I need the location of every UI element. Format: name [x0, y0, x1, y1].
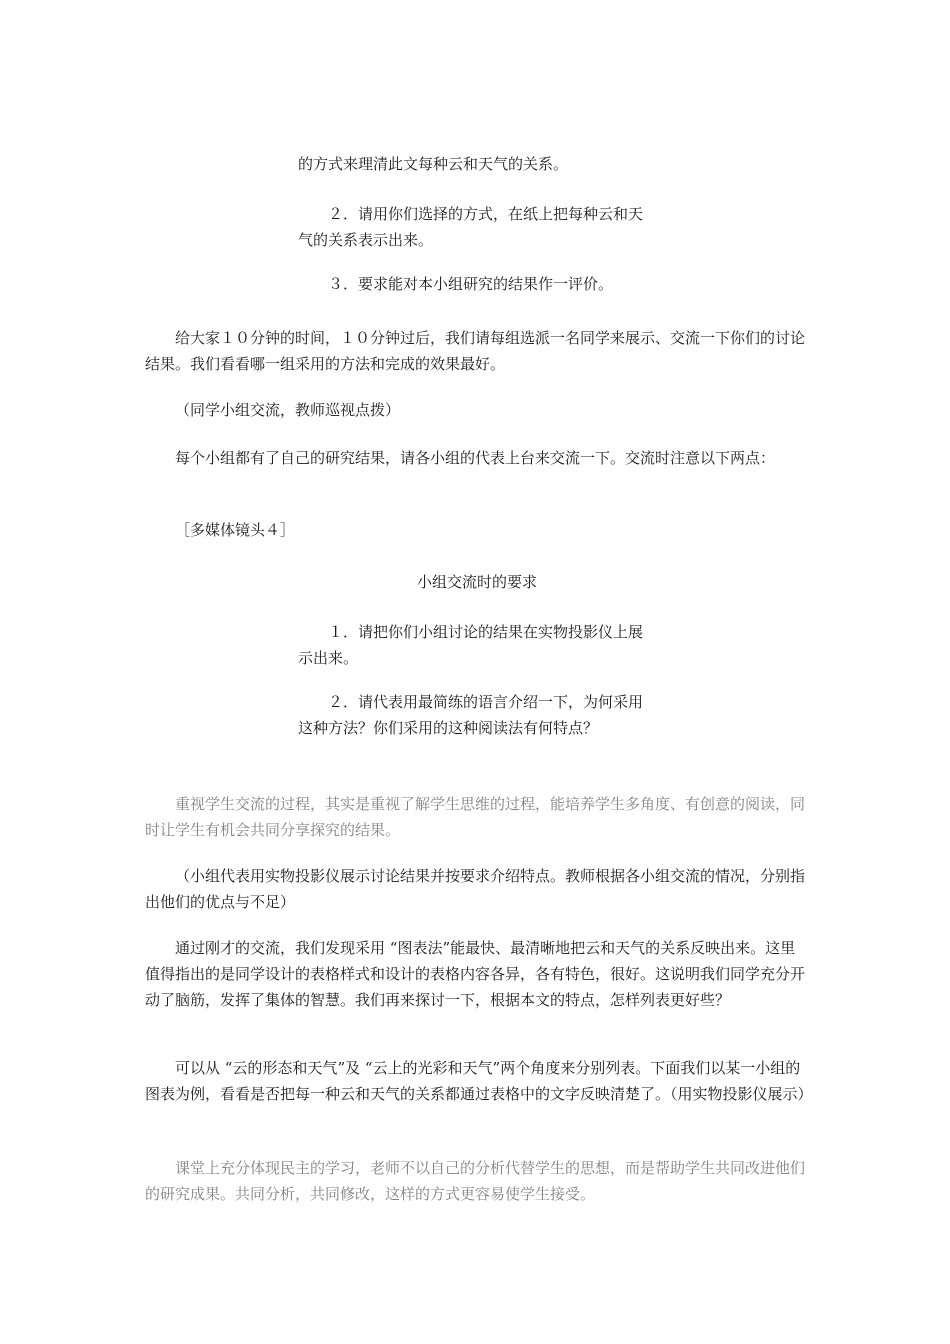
paragraph-ten-minutes: 给大家１０分钟的时间，１０分钟过后，我们请每组选派一名同学来展示、交流一下你们的讨论结果。我们看看哪一组采用的方法和完成的效果最好。: [145, 329, 806, 373]
paragraph-each-group: 每个小组都有了自己的研究结果，请各小组的代表上台来交流一下。交流时注意以下两点：: [175, 449, 776, 467]
paragraph-cloud-relation: 的方式来理清此文每种云和天气的关系。: [298, 155, 569, 173]
multimedia-label: ［多媒体镜头４］: [175, 521, 296, 539]
paragraph-two-angles: 可以从 “云的形态和天气”及 “云上的光彩和天气”两个角度来分别列表。下面我们以某一小组的图表为例，看看是否把每一种云和天气的关系都通过表格中的文字反映清楚了。（用实物投影仪展示）: [145, 1059, 813, 1103]
exchange-item-1: １．请把你们小组讨论的结果在实物投影仪上展示出来。: [298, 623, 644, 667]
requirement-item-3: ３．要求能对本小组研究的结果作一评价。: [328, 275, 614, 293]
requirement-item-2: ２．请用你们选择的方式，在纸上把每种云和天气的关系表示出来。: [298, 205, 644, 249]
teaching-comment-2: 课堂上充分体现民主的学习，老师不以自己的分析代替学生的思想，而是帮助学生共同改进他们的研究成果。共同分析，共同修改，这样的方式更容易使学生接受。: [145, 1159, 806, 1203]
requirements-title: 小组交流时的要求: [416, 573, 537, 591]
paragraph-chart-method: 通过刚才的交流，我们发现采用 “图表法”能最快、最清晰地把云和天气的关系反映出来。这里值得指出的是同学设计的表格样式和设计的表格内容各异，各有特色，很好。这说明我们同学充分开动了脑筋，发挥了集体的智慧。我们再来探讨一下，根据本文的特点，怎样列表更好些？: [145, 939, 806, 1009]
exchange-item-2: ２．请代表用最简练的语言介绍一下，为何采用这种方法？你们采用的这种阅读法有何特点？: [298, 693, 644, 737]
note-group-exchange: （同学小组交流，教师巡视点拨）: [175, 401, 401, 419]
teaching-comment-1: 重视学生交流的过程，其实是重视了解学生思维的过程，能培养学生多角度、有创意的阅读，同时让学生有机会共同分享探究的结果。: [145, 795, 806, 839]
note-display-results: （小组代表用实物投影仪展示讨论结果并按要求介绍特点。教师根据各小组交流的情况，分别指出他们的优点与不足）: [145, 867, 806, 911]
